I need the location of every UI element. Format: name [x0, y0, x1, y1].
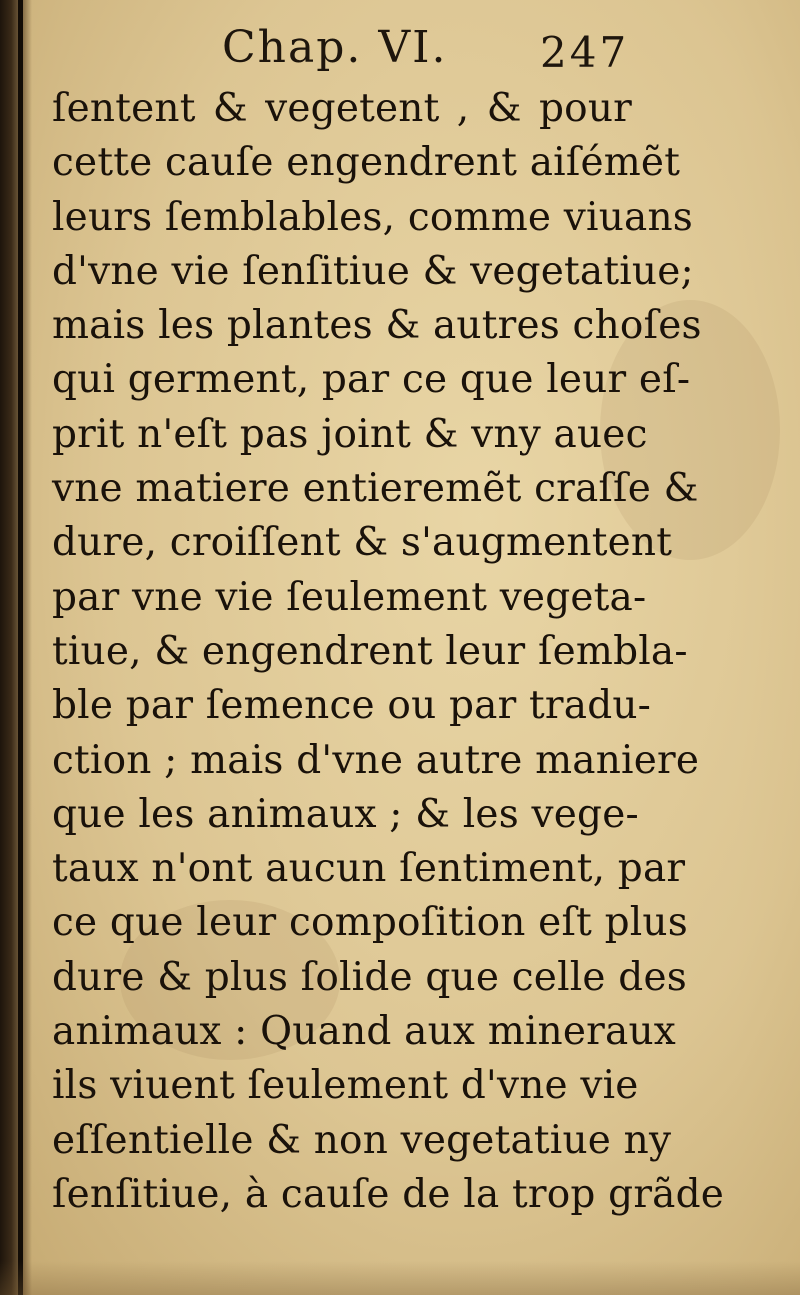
text-line: vne matiere entieremẽt craſſe & — [52, 466, 699, 512]
text-line: dure & plus ſolide que celle des — [52, 954, 687, 1000]
text-line: ble par ſemence ou par tradu- — [52, 683, 652, 729]
page-bottom-edge — [0, 1261, 800, 1295]
text-line: ils viuent ſeulement d'vne vie — [52, 1063, 639, 1109]
binding-shadow — [0, 0, 32, 1295]
text-line: taux n'ont aucun ſentiment, par — [52, 846, 686, 892]
text-line: d'vne vie ſenſitiue & vegetatiue; — [52, 248, 694, 294]
text-line: ſenſitiue, à cauſe de la trop grãde — [52, 1171, 725, 1217]
text-line: ction ; mais d'vne autre maniere — [52, 737, 700, 783]
text-line: prit n'eſt pas joint & vny auec — [52, 411, 648, 457]
text-line: ce que leur compoſition eſt plus — [52, 900, 688, 946]
text-line: mais les plantes & autres choſes — [52, 303, 702, 349]
text-line: par vne vie ſeulement vegeta- — [52, 574, 647, 620]
text-line: cette cauſe engendrent aiſémẽt — [52, 140, 681, 186]
text-line: ſentent & vegetent , & pour — [52, 86, 632, 131]
text-line: eſſentielle & non vegetatiue ny — [52, 1117, 672, 1163]
text-line: qui germent, par ce que leur eſ- — [52, 357, 691, 403]
spine-edge — [18, 0, 23, 1295]
text-line: tiue, & engendrent leur ſembla- — [52, 628, 688, 674]
page-number: 247 — [540, 28, 630, 77]
text-line: leurs ſemblables, comme viuans — [52, 194, 694, 240]
text-line: dure, croiſſent & s'augmentent — [52, 520, 673, 566]
body-text — [52, 82, 725, 1222]
text-line: que les animaux ; & les vege- — [52, 791, 639, 837]
chapter-heading: Chap. VI. — [222, 22, 448, 73]
text-line: animaux : Quand aux mineraux — [52, 1009, 676, 1055]
